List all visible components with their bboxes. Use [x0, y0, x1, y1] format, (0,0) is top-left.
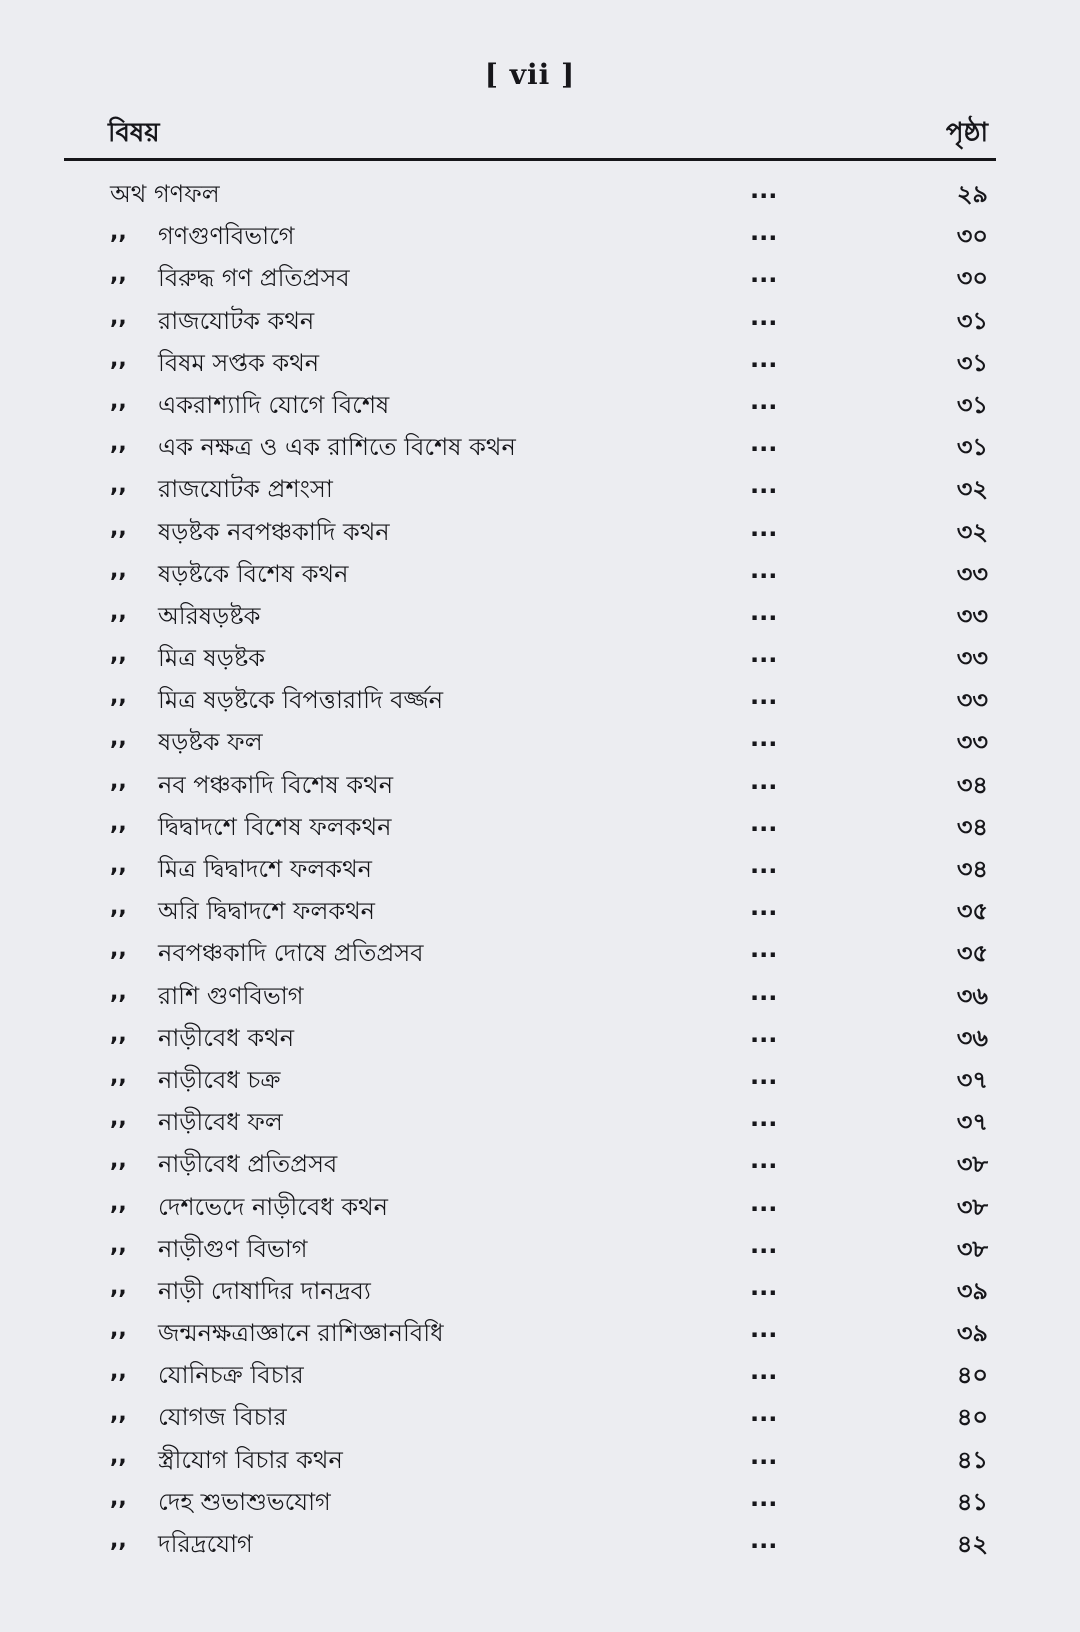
leader-dots: ... [750, 386, 778, 415]
leader-dots: ... [750, 471, 778, 500]
ditto-marker: ,, [110, 1359, 127, 1385]
entry-title: নব পঞ্চকাদি বিশেষ কথন [158, 770, 394, 799]
ditto-marker: ,, [110, 1485, 127, 1511]
ditto-marker: ,, [110, 1232, 127, 1258]
entry-title: মিত্র ষড়ষ্টকে বিপত্তারাদি বর্জ্জন [158, 686, 444, 715]
entry-page-number: ৩৪ [956, 812, 988, 841]
contents-entry [0, 1058, 1080, 1100]
leader-dots: ... [750, 851, 778, 879]
entry-title: রাশি গুণবিভাগ [158, 981, 304, 1010]
contents-entry [0, 1353, 1080, 1395]
entry-title: দেহ শুভাশুভযোগ [158, 1487, 331, 1516]
contents-entry [0, 1480, 1080, 1522]
entry-page-number: ৩১ [956, 348, 988, 377]
entry-page-number: ৩৫ [956, 897, 988, 926]
contents-entry [0, 594, 1080, 636]
entry-title: নাড়ীবেধ চক্র [158, 1065, 281, 1094]
entry-page-number: ৩৯ [956, 1276, 988, 1305]
entry-page-number: ৩৮ [956, 1234, 988, 1263]
entry-title: নাড়ীবেধ কথন [158, 1023, 295, 1052]
entry-page-number: ৩৩ [956, 728, 988, 757]
contents-entry [0, 467, 1080, 509]
entry-page-number: ৩৮ [956, 1192, 988, 1221]
leader-dots: ... [750, 935, 778, 964]
entry-page-number: ৩১ [956, 433, 988, 462]
entry-title: নাড়ীগুণ বিভাগ [158, 1234, 308, 1263]
leader-dots: ... [750, 640, 778, 669]
leader-dots: ... [750, 1188, 778, 1217]
ditto-marker: ,, [110, 262, 127, 288]
entry-page-number: ৩৩ [956, 644, 988, 673]
leader-dots: ... [750, 302, 778, 331]
entry-page-number: ৩৮ [956, 1150, 988, 1179]
entry-page-number: ৩২ [956, 517, 988, 546]
ditto-marker: ,, [110, 895, 127, 921]
leader-dots: ... [750, 1399, 778, 1428]
contents-entry [0, 383, 1080, 425]
leader-dots: ... [750, 1061, 778, 1090]
entry-page-number: ৩৬ [956, 1023, 988, 1052]
leader-dots: ... [750, 1019, 778, 1048]
ditto-marker: ,, [110, 684, 127, 710]
leader-dots: ... [750, 1230, 778, 1259]
entry-title: নাড়ী দোষাদির দানদ্রব্য [158, 1276, 371, 1305]
entry-page-number: ৩৫ [956, 939, 988, 968]
ditto-marker: ,, [110, 1021, 127, 1047]
ditto-marker: ,, [110, 346, 127, 372]
entry-title: দ্বিদ্বাদশে বিশেষ ফলকথন [158, 812, 392, 841]
ditto-marker: ,, [110, 1106, 127, 1132]
contents-entry [0, 1311, 1080, 1353]
entry-title: ষড়ষ্টক ফল [158, 728, 263, 757]
leader-dots: ... [750, 1104, 778, 1133]
entry-page-number: ৪১ [956, 1445, 988, 1474]
leader-dots: ... [750, 977, 778, 1006]
leader-dots: ... [750, 597, 778, 626]
contents-entry [0, 1522, 1080, 1564]
leader-dots: ... [750, 513, 778, 542]
contents-entry [0, 1142, 1080, 1184]
leader-dots: ... [750, 555, 778, 584]
entry-title: গণগুণবিভাগে [158, 222, 295, 251]
leader-dots: ... [750, 260, 778, 289]
ditto-marker: ,, [110, 979, 127, 1005]
contents-entry [0, 931, 1080, 973]
ditto-marker: ,, [110, 515, 127, 541]
ditto-marker: ,, [110, 1401, 127, 1427]
contents-entry [0, 678, 1080, 720]
leader-dots: ... [750, 1357, 778, 1386]
entry-title: যোনিচক্র বিচার [158, 1361, 304, 1390]
entry-page-number: ৩৭ [956, 1065, 988, 1094]
entry-title: যোগজ বিচার [158, 1403, 287, 1432]
leader-dots: ... [750, 1483, 778, 1512]
contents-entry [0, 172, 1080, 214]
entry-page-number: ৩৬ [956, 981, 988, 1010]
entry-page-number: ৩৩ [956, 686, 988, 715]
entry-title: নাড়ীবেধ প্রতিপ্রসব [158, 1150, 338, 1179]
page-column-label: পৃষ্ঠা [945, 118, 988, 148]
entry-page-number: ৩৩ [956, 601, 988, 630]
leader-dots: ... [750, 1441, 778, 1470]
ditto-marker: ,, [110, 557, 127, 583]
leader-dots: ... [750, 1315, 778, 1344]
entry-page-number: ৩৪ [956, 770, 988, 799]
contents-entry [0, 214, 1080, 256]
ditto-marker: ,, [110, 853, 127, 878]
entry-page-number: ৪২ [956, 1530, 988, 1558]
contents-entry [0, 889, 1080, 931]
leader-dots: ... [750, 429, 778, 458]
ditto-marker: ,, [110, 1528, 127, 1553]
contents-list [0, 172, 1080, 1564]
leader-dots: ... [750, 176, 778, 204]
ditto-marker: ,, [110, 726, 127, 752]
contents-entry [0, 1438, 1080, 1480]
page-number: [ vii ] [484, 58, 576, 91]
entry-title: মিত্র ষড়ষ্টক [158, 644, 265, 673]
entry-page-number: ২৯ [956, 180, 988, 208]
leader-dots: ... [750, 344, 778, 373]
entry-title: রাজযোটক কথন [158, 306, 315, 335]
header-divider [64, 158, 996, 161]
ditto-marker: ,, [110, 1274, 127, 1300]
ditto-marker: ,, [110, 1063, 127, 1089]
contents-entry [0, 1395, 1080, 1437]
leader-dots: ... [750, 808, 778, 837]
entry-title: অথ গণফল [110, 180, 220, 208]
entry-page-number: ৪১ [956, 1487, 988, 1516]
entry-title: স্ত্রীযোগ বিচার কথন [158, 1445, 343, 1474]
leader-dots: ... [750, 724, 778, 753]
ditto-marker: ,, [110, 1190, 127, 1216]
entry-title: ষড়ষ্টকে বিশেষ কথন [158, 559, 349, 588]
subject-column-label: বিষয় [108, 118, 160, 148]
ditto-marker: ,, [110, 937, 127, 963]
entry-title: জন্মনক্ষত্রাজ্ঞানে রাশিজ্ঞানবিধি [158, 1319, 444, 1348]
ditto-marker: ,, [110, 642, 127, 668]
entry-page-number: ৩৭ [956, 1108, 988, 1137]
ditto-marker: ,, [110, 768, 127, 794]
contents-entry [0, 425, 1080, 467]
entry-title: দরিদ্রযোগ [158, 1530, 253, 1558]
ditto-marker: ,, [110, 473, 127, 499]
contents-entry [0, 720, 1080, 762]
entry-page-number: ৩৪ [956, 855, 988, 883]
ditto-marker: ,, [110, 810, 127, 836]
entry-page-number: ৩১ [956, 390, 988, 419]
contents-entry [0, 847, 1080, 889]
entry-page-number: ৪০ [956, 1403, 988, 1432]
contents-entry [0, 1227, 1080, 1269]
entry-title: ষড়ষ্টক নবপঞ্চকাদি কথন [158, 517, 390, 546]
entry-title: বিষম সপ্তক কথন [158, 348, 320, 377]
ditto-marker: ,, [110, 220, 127, 246]
leader-dots: ... [750, 1272, 778, 1301]
entry-title: নবপঞ্চকাদি দোষে প্রতিপ্রসব [158, 939, 424, 968]
table-header [108, 112, 988, 152]
leader-dots: ... [750, 682, 778, 711]
leader-dots: ... [750, 893, 778, 922]
entry-page-number: ৩১ [956, 306, 988, 335]
contents-entry [0, 552, 1080, 594]
entry-title: অরি দ্বিদ্বাদশে ফলকথন [158, 897, 375, 926]
entry-page-number: ৩০ [956, 264, 988, 293]
entry-page-number: ৩৯ [956, 1319, 988, 1348]
entry-page-number: ৩২ [956, 475, 988, 504]
contents-entry [0, 974, 1080, 1016]
entry-title: এক নক্ষত্র ও এক রাশিতে বিশেষ কথন [158, 433, 516, 462]
ditto-marker: ,, [110, 1148, 127, 1174]
leader-dots: ... [750, 1526, 778, 1554]
contents-entry [0, 1185, 1080, 1227]
contents-entry [0, 299, 1080, 341]
contents-entry [0, 805, 1080, 847]
contents-entry [0, 636, 1080, 678]
entry-title: রাজযোটক প্রশংসা [158, 475, 333, 504]
ditto-marker: ,, [110, 1317, 127, 1343]
ditto-marker: ,, [110, 599, 127, 625]
entry-title: অরিষড়ষ্টক [158, 601, 261, 630]
entry-title: বিরুদ্ধ গণ প্রতিপ্রসব [158, 264, 350, 293]
entry-title: একরাশ্যাদি যোগে বিশেষ [158, 390, 390, 419]
leader-dots: ... [750, 1146, 778, 1175]
leader-dots: ... [750, 766, 778, 795]
entry-title: নাড়ীবেধ ফল [158, 1108, 283, 1137]
contents-entry [0, 1016, 1080, 1058]
ditto-marker: ,, [110, 304, 127, 330]
ditto-marker: ,, [110, 431, 127, 457]
leader-dots: ... [750, 218, 778, 247]
entry-title: দেশভেদে নাড়ীবেধ কথন [158, 1192, 388, 1221]
entry-page-number: ৩৩ [956, 559, 988, 588]
contents-entry [0, 510, 1080, 552]
ditto-marker: ,, [110, 388, 127, 414]
contents-entry [0, 1100, 1080, 1142]
contents-entry [0, 341, 1080, 383]
contents-entry [0, 256, 1080, 298]
contents-entry [0, 1269, 1080, 1311]
entry-page-number: ৩০ [956, 222, 988, 251]
entry-page-number: ৪০ [956, 1361, 988, 1390]
contents-entry [0, 763, 1080, 805]
entry-title: মিত্র দ্বিদ্বাদশে ফলকথন [158, 855, 372, 883]
ditto-marker: ,, [110, 1443, 127, 1469]
